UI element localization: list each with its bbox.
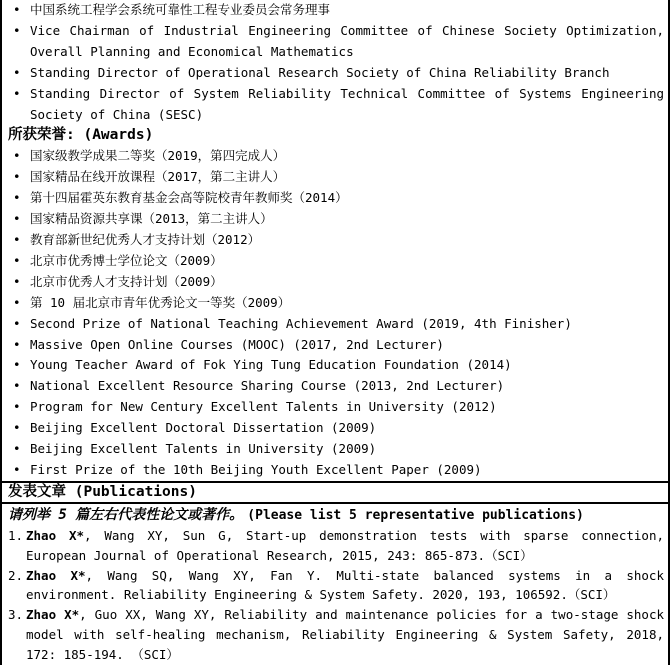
text-line: Beijing Excellent Doctoral Dissertation (2009) [30,420,377,436]
text-line: 第十四届霍英东教育基金会高等院校青年教师奖（2014） [30,190,348,206]
publications-header: 发表文章 (Publications) [8,484,197,500]
bullet-item [8,439,664,460]
note-zh-italic: 请列举 5 篇左右代表性论文或著作。 [8,507,244,523]
text-line: 教育部新世纪优秀人才支持计划（2012） [30,231,261,247]
text-line: 国家精品在线开放课程（2017，第二主讲人） [30,169,286,185]
item-number: 3. [8,607,24,623]
bullet-icon: • [13,441,21,457]
bullet-item [8,355,664,376]
text-line: Standing Director of Operational Research Society of China Reliability Branch [30,64,610,80]
text-line: 172: 185-194. （SCI） [26,646,179,662]
bullet-item [8,167,664,188]
bullet-icon: • [13,461,21,477]
bullet-icon: • [13,22,21,38]
text-line: European Journal of Operational Research, 2015, 243: 865-873.（SCI） [26,547,533,563]
text-line: model with self-healing mechanism, Reliability Engineering & System Safety, 2018, [26,626,664,642]
bullet-item [8,146,664,167]
publication-item [8,605,664,663]
text-line: 中国系统工程学会系统可靠性工程专业委员会常务理事 [30,2,331,17]
bullet-item [8,293,664,314]
bullet-item [8,209,664,230]
publications-note [8,504,664,526]
bullet-icon: • [13,378,21,394]
text-line: 北京市优秀博士学位论文（2009） [30,252,223,268]
text-line: Overall Planning and Economical Mathematics [30,43,354,59]
bullet-icon: • [13,2,21,17]
text-line: National Excellent Resource Sharing Course (2013, 2nd Lecturer) [30,378,505,394]
bullet-item [8,460,664,481]
text-line: Beijing Excellent Talents in University (2009) [30,441,377,457]
text-line: 国家级教学成果二等奖（2019，第四完成人） [30,148,286,164]
bullet-item [8,272,664,293]
bullet-item [8,84,664,126]
text-line: environment. Reliability Engineering & System Safety. 2020, 193, 106592.（SCI） [26,587,616,603]
bullet-icon: • [13,169,21,185]
publications-header-row [2,481,668,504]
bullet-icon: • [13,64,21,80]
author-name-bold: Zhao X* [26,567,86,583]
bullet-icon: • [13,399,21,415]
bullet-icon: • [13,190,21,206]
text-line: Zhao X*, Wang SQ, Wang XY, Fan Y. Multi-state balanced systems in a shock [26,567,664,583]
publications-list [8,526,664,663]
publication-item [8,566,664,606]
author-name-bold: Zhao X* [26,607,80,623]
bullet-icon: • [13,148,21,164]
awards-list [8,146,664,481]
text-line: Vice Chairman of Industrial Engineering Committee of Chinese Society Optimization, [30,22,664,38]
text-line: 国家精品资源共享课（2013，第二主讲人） [30,211,273,227]
text-line: Massive Open Online Courses (MOOC) (2017, 2nd Lecturer) [30,336,444,352]
bullet-icon: • [13,231,21,247]
bullet-icon: • [13,315,21,331]
bullet-icon: • [13,336,21,352]
text-line: 第 10 届北京市青年优秀论文一等奖（2009） [30,294,291,310]
bullet-icon: • [13,211,21,227]
text-line: Zhao X*, Guo XX, Wang XY, Reliability and maintenance policies for a two-stage shock [26,607,664,623]
publication-item [8,526,664,566]
text-line: Young Teacher Award of Fok Ying Tung Education Foundation (2014) [30,357,512,373]
bullet-item [8,376,664,397]
bullet-item [8,418,664,439]
text-line: First Prize of the 10th Beijing Youth Excellent Paper (2009) [30,461,482,477]
bullet-item [8,230,664,251]
memberships-awards-section [2,0,668,481]
bullet-item [8,21,664,63]
publications-section [2,504,668,663]
text-line: Standing Director of System Reliability Technical Committee of Systems Engineering [30,85,664,101]
text-line: Program for New Century Excellent Talents in University (2012) [30,399,497,415]
text-line: Zhao X*, Wang XY, Sun G, Start-up demonstration tests with sparse connection, [26,528,664,543]
bullet-item [8,251,664,272]
bullet-icon: • [13,273,21,289]
membership-list [8,0,664,125]
item-number: 1. [8,528,24,543]
bullet-item [8,0,664,21]
text-line: Second Prize of National Teaching Achievement Award (2019, 4th Finisher) [30,315,572,331]
bullet-item [8,314,664,335]
text-line: Society of China (SESC) [30,106,204,122]
bullet-icon: • [13,420,21,436]
item-number: 2. [8,567,24,583]
bullet-icon: • [13,85,21,101]
awards-heading: 所获荣誉: (Awards) [8,127,154,144]
text-line: 北京市优秀人才支持计划（2009） [30,273,223,289]
bullet-item [8,397,664,418]
author-name-bold: Zhao X* [26,528,84,543]
bullet-item [8,188,664,209]
bullet-icon: • [13,294,21,310]
note-en: (Please list 5 representative publications) [247,508,584,523]
bullet-icon: • [13,252,21,268]
bullet-item [8,335,664,356]
bullet-icon: • [13,357,21,373]
bullet-item [8,63,664,84]
